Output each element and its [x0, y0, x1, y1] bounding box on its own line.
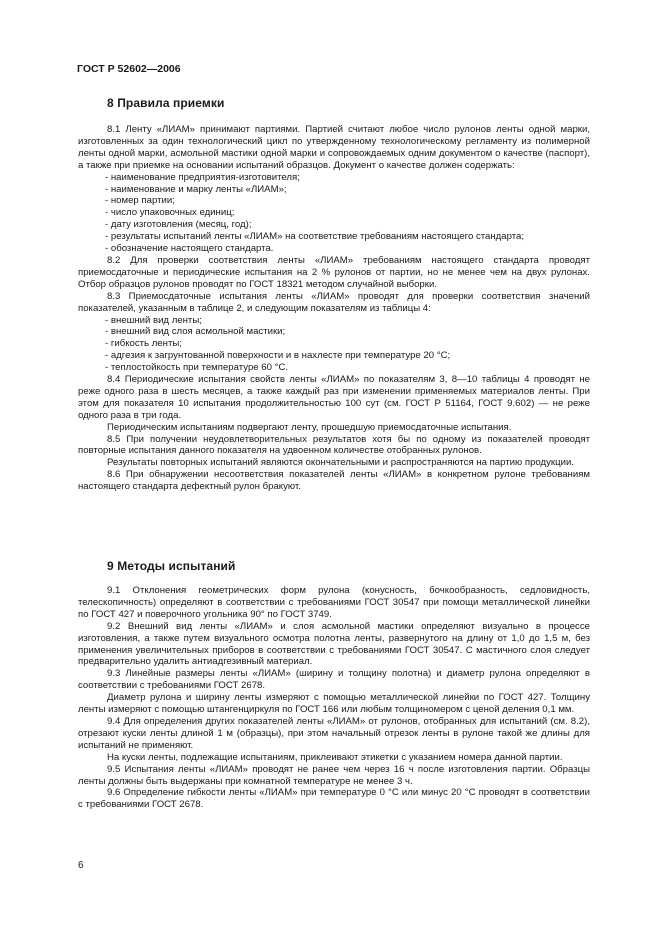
paragraph: 8.1 Ленту «ЛИАМ» принимают партиями. Партией считают любое число рулонов ленты одной марки, изготовленных за один технологический цикл по утвержденному технологическому регламенту из полимерной ленты одной марки, асмольной мастики одной марки и сопровождаемых одним документом о качестве (паспорт), а также при приемке на основании испытаний образцов. Документ о качестве должен содержать:: [78, 124, 590, 171]
paragraph: 8.2 Для проверки соответствия ленты «ЛИАМ» требованиям настоящего стандарта проводят приемосдаточные и периодические испытания на 2 % рулонов от партии, но не менее чем на двух рулонах. Отбор образцов рулонов проводят по ГОСТ 18321 методом случайной выборки.: [78, 254, 590, 290]
list-item: - внешний вид ленты;: [105, 314, 202, 326]
paragraph: 9.6 Определение гибкости ленты «ЛИАМ» при температуре 0 °С или минус 20 °С проводят в соответствии с требованиями ГОСТ 2678.: [78, 787, 590, 811]
list-item: - дату изготовления (месяц, год);: [105, 219, 252, 231]
paragraph: На куски ленты, подлежащие испытаниям, приклеивают этикетки с указанием номера данной партии.: [107, 751, 563, 763]
section-title-8: 8 Правила приемки: [107, 96, 225, 110]
list-item: - обозначение настоящего стандарта.: [105, 243, 274, 255]
page-number: 6: [78, 860, 84, 871]
section-8-body: [78, 124, 590, 493]
list-item: - теплостойкость при температуре 60 °С.: [105, 362, 289, 374]
list-item: - гибкость ленты;: [105, 338, 182, 350]
paragraph: 8.3 Приемосдаточные испытания ленты «ЛИАМ» проводят для проверки соответствия значений показателей, указанным в таблице 2, и следующим показателям из таблицы 4:: [78, 290, 590, 314]
paragraph: Результаты повторных испытаний являются окончательными и распространяются на партию продукции.: [107, 457, 575, 469]
paragraph: Диаметр рулона и ширину ленты измеряют с помощью металлической линейки по ГОСТ 427. Толщину ленты измеряют с помощью штангенциркуля по ГОСТ 166 или любым толщиномером с ценой деления 0,1 мм.: [78, 692, 590, 716]
paragraph: 8.4 Периодические испытания свойств ленты «ЛИАМ» по показателям 3, 8—10 таблицы 4 проводят не реже одного раза в шесть месяцев, а также каждый раз при изменении применяемых материалов ленты. При этом для показателя 10 испытания продолжительностью 100 сут (см. ГОСТ Р 51164, ГОСТ 9.602) — не реже одного раза в три года.: [78, 374, 590, 421]
paragraph: 9.4 Для определения других показателей ленты «ЛИАМ» от рулонов, отобранных для испытаний (см. 8.2), отрезают куски ленты длиной 1 м (образцы), при этом начальный отрезок ленты в рулоне такой же длины для испытаний не применяют.: [78, 715, 590, 751]
list-item: - результаты испытаний ленты «ЛИАМ» на соответствие требованиям настоящего стандарта;: [105, 231, 525, 243]
list-item: - адгезия к загрунтованной поверхности и в нахлесте при температуре 20 °С;: [105, 350, 451, 362]
list-item: - наименование предприятия-изготовителя;: [105, 171, 300, 183]
list-item: - число упаковочных единиц;: [105, 207, 235, 219]
list-item: - внешний вид слоя асмольной мастики;: [105, 326, 286, 338]
list-item: - наименование и марку ленты «ЛИАМ»;: [105, 183, 287, 195]
paragraph: Периодическим испытаниям подвергают ленту, прошедшую приемосдаточные испытания.: [107, 421, 512, 433]
section-9-body: [78, 585, 590, 811]
paragraph: 8.6 При обнаружении несоответствия показателей ленты «ЛИАМ» в конкретном рулоне требованиям настоящего стандарта дефектный рулон бракуют.: [78, 469, 590, 493]
section-title-9: 9 Методы испытаний: [107, 559, 236, 573]
paragraph: 9.2 Внешний вид ленты «ЛИАМ» и слоя асмольной мастики определяют визуально в процессе изготовления, а также путем визуального осмотра полотна ленты, развернутого на длину от 1,0 до 1,5 м, без применения увеличительных приборов в соответствии с требованиями ГОСТ 30547. С мастичного слоя следует предварительно удалить антиадгезивный материал.: [78, 620, 590, 668]
paragraph: 9.1 Отклонения геометрических форм рулона (конусность, бочкообразность, седловидность, телескопичность) определяют в соответствии с требованиями ГОСТ 30547 при помощи металлической линейки по ГОСТ 427 и поверочного угольника 90° по ГОСТ 3749.: [78, 585, 590, 620]
document-header: ГОСТ Р 52602—2006: [77, 63, 181, 75]
paragraph: 9.3 Линейные размеры ленты «ЛИАМ» (ширину и толщину полотна) и диаметр рулона определяют в соответствии с требованиями ГОСТ 2678.: [78, 668, 590, 692]
paragraph: 9.5 Испытания ленты «ЛИАМ» проводят не ранее чем через 16 ч после изготовления партии. Образцы ленты должны быть выдержаны при комнатной температуре не менее 3 ч.: [78, 763, 590, 787]
paragraph: 8.5 При получении неудовлетворительных результатов хотя бы по одному из показателей проводят повторные испытания данного показателя на удвоенном количестве отобранных рулонов.: [78, 433, 590, 457]
list-item: - номер партии;: [105, 195, 175, 207]
